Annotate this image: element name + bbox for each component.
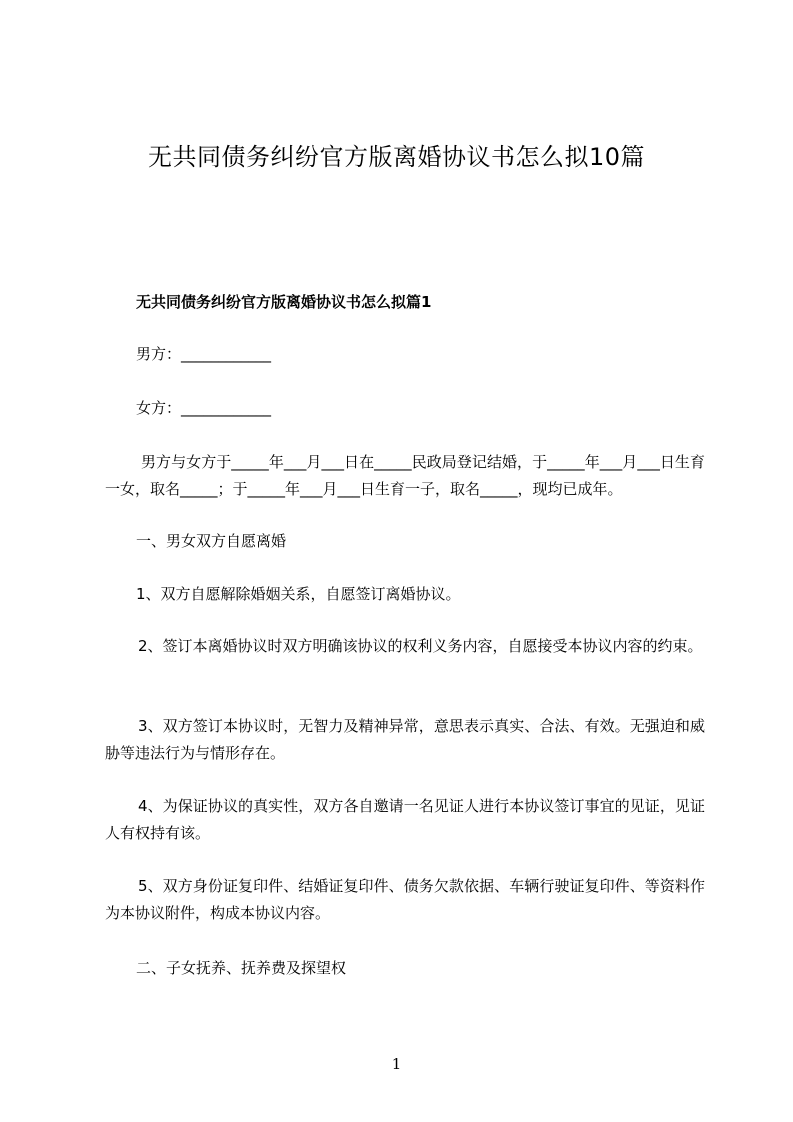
heading-voluntary-divorce: 一、男女双方自愿离婚 <box>136 532 287 550</box>
wife-line: 女方：____________ <box>136 399 272 417</box>
clause-2: 2、签订本离婚协议时双方明确该协议的权利义务内容，自愿接受本协议内容的约束。 <box>138 637 703 655</box>
intro-paragraph: 男方与女方于_____年___月___日在_____民政局登记结婚，于_____年___月___日生育一女，取名_____；于_____年___月___日生育一子，取名_____，现均已成年。 <box>105 453 705 498</box>
husband-line: 男方：____________ <box>136 345 272 363</box>
clause-1: 1、双方自愿解除婚姻关系，自愿签订离婚协议。 <box>136 585 461 603</box>
clause-4: 4、为保证协议的真实性，双方各自邀请一名见证人进行本协议签订事宜的见证，见证人有权持有该。 <box>105 797 705 842</box>
section-title: 无共同债务纠纷官方版离婚协议书怎么拟篇1 <box>136 293 432 311</box>
document-title: 无共同债务纠纷官方版离婚协议书怎么拟10篇 <box>147 143 646 171</box>
page-number: 1 <box>391 1055 402 1073</box>
clause-5: 5、双方身份证复印件、结婚证复印件、债务欠款依据、车辆行驶证复印件、等资料作为本协议附件，构成本协议内容。 <box>105 877 705 922</box>
clause-3: 3、双方签订本协议时，无智力及精神异常，意思表示真实、合法、有效。无强迫和威胁等违法行为与情形存在。 <box>105 717 705 762</box>
heading-child-custody: 二、子女抚养、抚养费及探望权 <box>136 959 347 977</box>
